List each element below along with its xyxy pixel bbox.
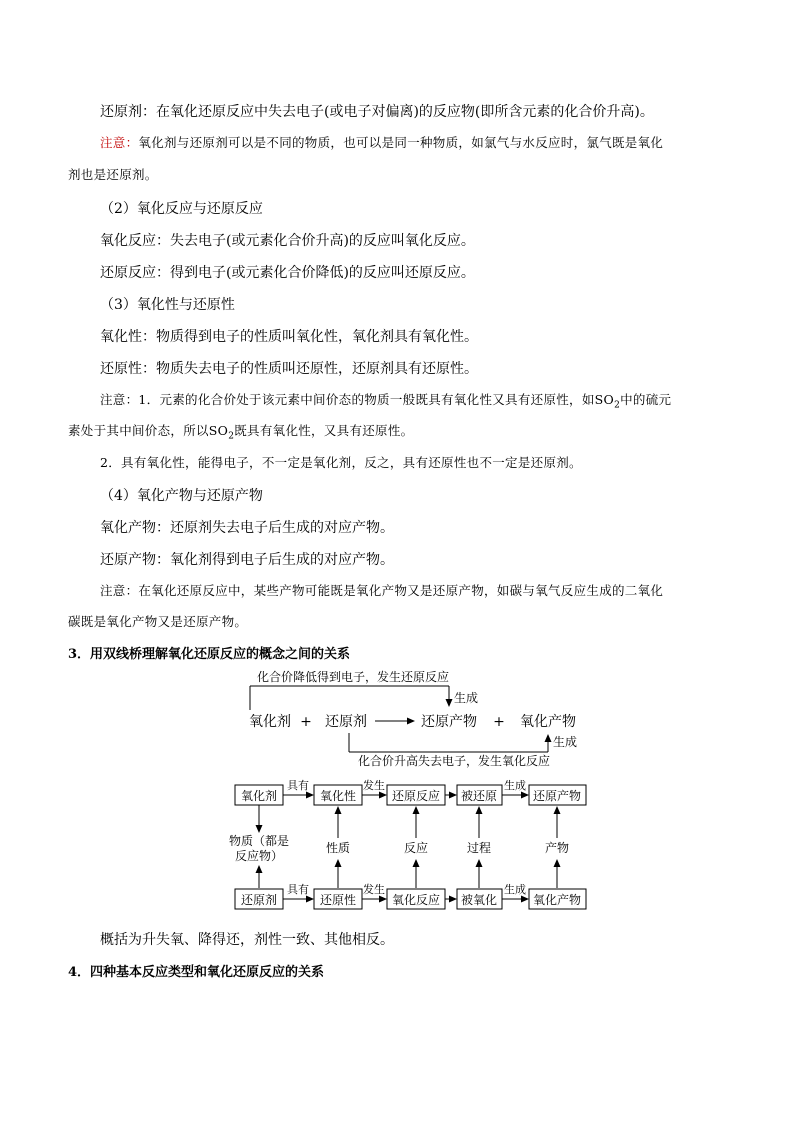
flow-box-oxidized-label: 被氧化 <box>460 893 498 907</box>
section-3-title: （3）氧化性与还原性 <box>100 297 235 313</box>
flow-bottom-row <box>235 882 586 909</box>
flow-middle-substance-1: 物质（都是 <box>228 834 290 848</box>
flow-middle-reaction: 反应 <box>403 841 429 855</box>
flow-box-reductant-label: 还原剂 <box>240 893 278 907</box>
note-text: 素处于其中间价态，所以SO <box>68 423 229 438</box>
bridge-top-label: 化合价降低得到电子，发生还原反应 <box>256 670 450 684</box>
flow-bottom-arrow-2-label: 发生 <box>363 883 385 896</box>
flow-middle-product: 产物 <box>544 841 570 855</box>
flow-top-arrow-2-label: 发生 <box>363 779 385 792</box>
eq-oxidant: 氧化剂 <box>249 714 291 730</box>
flow-box-reduced-label: 被还原 <box>460 789 498 803</box>
summary: 概括为升失氧、降得还，剂性一致、其他相反。 <box>100 932 394 948</box>
eq-plus-2: + <box>493 714 505 730</box>
section-2-title: （2）氧化反应与还原反应 <box>100 201 263 217</box>
reduction-reaction-def: 还原反应：得到电子(或元素化合价降低)的反应叫还原反应。 <box>100 265 475 281</box>
eq-reductant: 还原剂 <box>325 714 367 730</box>
note-both-products: 注意：在氧化还原反应中，某些产物可能既是氧化产物又是还原产物，如碳与氧气反应生成的二氧化 <box>100 583 664 598</box>
reductant-definition: 还原剂：在氧化还原反应中失去电子(或电子对偏离)的反应物(即所含元素的化合价升高)。 <box>100 104 654 120</box>
heading-3: 3．用双线桥理解氧化还原反应的概念之间的关系 <box>68 647 351 662</box>
flow-box-reduction-reaction-label: 还原反应 <box>391 789 441 803</box>
note-label: 注意： <box>100 135 139 150</box>
flow-box-reducing-label: 还原性 <box>319 893 357 907</box>
bridge-top-generate: 生成 <box>454 691 479 705</box>
flow-bottom-arrow-4-label: 生成 <box>504 883 526 896</box>
flow-top-row <box>235 778 586 805</box>
flow-box-oxidation-product-label: 氧化产物 <box>532 893 582 907</box>
flow-middle-substance-2: 反应物） <box>234 849 284 863</box>
eq-oxidation-product: 氧化产物 <box>520 714 576 730</box>
flow-box-oxidation-reaction-label: 氧化反应 <box>391 893 441 907</box>
flow-box-oxidizing-label: 氧化性 <box>319 789 357 803</box>
eq-plus-1: + <box>300 714 312 730</box>
reducing-def: 还原性：物质失去电子的性质叫还原性，还原剂具有还原性。 <box>100 361 478 377</box>
bridge-bottom-generate: 生成 <box>553 735 578 749</box>
flow-top-arrow-4-label: 生成 <box>504 779 526 792</box>
bridge-bottom-label: 化合价升高失去电子，发生氧化反应 <box>357 754 551 768</box>
flow-middle-row <box>229 805 569 888</box>
flow-middle-process: 过程 <box>466 841 492 855</box>
note-text: 中的硫元 <box>620 392 672 407</box>
note-both-products-cont: 碳既是氧化产物又是还原产物。 <box>68 614 248 629</box>
note-text: 既具有氧化性，又具有还原性。 <box>234 423 414 438</box>
oxidation-product-def: 氧化产物：还原剂失去电子后生成的对应产物。 <box>100 520 394 536</box>
flow-box-reduction-product-label: 还原产物 <box>532 789 582 803</box>
subscript: 2 <box>614 400 621 411</box>
note-text: 注意：1．元素的化合价处于该元素中间价态的物质一般既具有氧化性又具有还原性，如SO <box>100 392 615 407</box>
note-not-necessarily: 2．具有氧化性，能得电子，不一定是氧化剂，反之，具有还原性也不一定是还原剂。 <box>100 455 582 470</box>
flow-bottom-arrow-1-label: 具有 <box>287 883 309 896</box>
flow-middle-property: 性质 <box>325 841 351 855</box>
flow-top-arrow-1-label: 具有 <box>287 779 309 792</box>
subscript: 2 <box>228 431 235 442</box>
section-4-title: （4）氧化产物与还原产物 <box>100 488 263 504</box>
oxidation-reaction-def: 氧化反应：失去电子(或元素化合价升高)的反应叫氧化反应。 <box>100 233 475 249</box>
note-text: 氧化剂与还原剂可以是不同的物质，也可以是同一种物质，如氯气与水反应时，氯气既是氧化 <box>138 135 664 150</box>
oxidizing-def: 氧化性：物质得到电子的性质叫氧化性，氧化剂具有氧化性。 <box>100 329 478 345</box>
reduction-product-def: 还原产物：氧化剂得到电子后生成的对应产物。 <box>100 552 394 568</box>
note-oxidant-reductant-cont: 剂也是还原剂。 <box>68 167 158 182</box>
heading-4: 4．四种基本反应类型和氧化还原反应的关系 <box>68 965 325 980</box>
eq-reduction-product: 还原产物 <box>421 714 477 730</box>
flow-box-oxidant-label: 氧化剂 <box>240 789 278 803</box>
